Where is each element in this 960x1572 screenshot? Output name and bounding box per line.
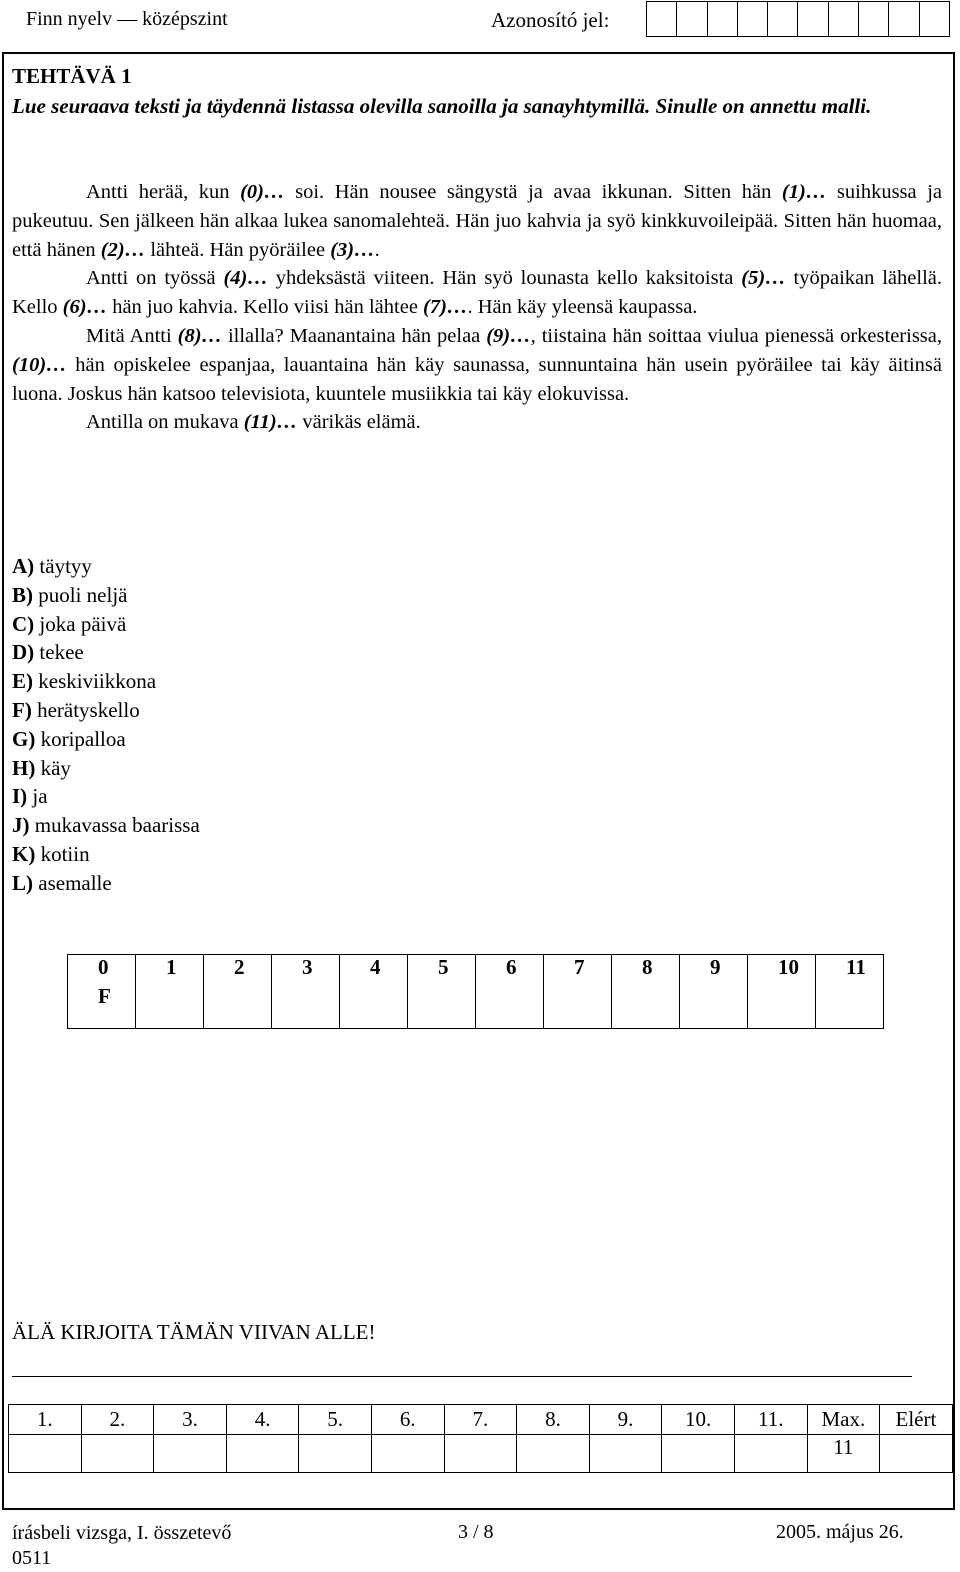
score-header-cell: 7. — [444, 1405, 517, 1435]
score-value-cell — [880, 1435, 953, 1473]
gap-marker: (6)… — [62, 296, 108, 319]
score-header-cell: 11. — [734, 1405, 807, 1435]
option-letter: K) — [12, 841, 36, 866]
answer-input-cell[interactable] — [272, 984, 340, 1029]
option-text: keskiviikkona — [33, 669, 157, 694]
text-segment: värikäs elämä. — [297, 411, 421, 434]
option-letter: I) — [12, 784, 28, 809]
answer-number-cell: 10 — [748, 955, 816, 984]
gap-marker: (11)… — [243, 411, 298, 434]
option-text: joka päivä — [34, 611, 127, 636]
answer-input-cell[interactable] — [748, 984, 816, 1029]
paragraph-3 — [12, 322, 942, 408]
score-header-cell: 3. — [154, 1405, 227, 1435]
option-letter: G) — [12, 726, 36, 751]
id-boxes — [646, 1, 950, 37]
option-item — [12, 610, 200, 639]
score-value-cell — [81, 1435, 154, 1473]
option-text: ja — [27, 784, 48, 809]
text-segment: lähteä. Hän pyöräilee — [145, 238, 331, 261]
answer-number-cell: 4 — [340, 955, 408, 984]
gap-marker: (7)… — [423, 296, 468, 319]
option-text: täytyy — [34, 554, 92, 578]
footer-code: 0511 — [12, 1547, 52, 1569]
text-segment: Antti on työssä — [86, 267, 224, 290]
answer-table — [67, 954, 884, 1029]
option-text: tekee — [34, 640, 84, 665]
text-segment: yhdeksästä viiteen. Hän syö lounasta kello kaksitoista — [267, 267, 742, 290]
score-value-cell — [589, 1435, 662, 1473]
option-letter: H) — [12, 755, 36, 780]
footer-date: 2005. május 26. — [776, 1521, 904, 1543]
option-letter: B) — [12, 582, 33, 607]
answer-input-cell[interactable] — [136, 984, 204, 1029]
text-segment: soi. Hän nousee sängystä ja avaa ikkunan. Sitten hän — [284, 181, 782, 203]
score-value-cell — [299, 1435, 372, 1473]
answer-input-cell[interactable] — [816, 984, 884, 1029]
option-item — [12, 667, 200, 696]
gap-marker: (0)… — [240, 181, 285, 203]
id-label: Azonosító jel: — [491, 8, 610, 32]
option-text: käy — [35, 755, 71, 780]
score-header-cell: 10. — [662, 1405, 735, 1435]
option-text: mukavassa baarissa — [29, 813, 200, 838]
option-item — [12, 869, 200, 898]
answer-input-cell[interactable] — [544, 984, 612, 1029]
answer-input-cell[interactable] — [408, 984, 476, 1029]
cut-line — [12, 1376, 912, 1377]
gap-marker: (2)… — [100, 238, 146, 261]
answer-number-cell: 6 — [476, 955, 544, 984]
option-text: kotiin — [35, 841, 90, 866]
answer-input-cell[interactable] — [340, 984, 408, 1029]
warning-text: ÄLÄ KIRJOITA TÄMÄN VIIVAN ALLE! — [12, 1320, 376, 1344]
option-item — [12, 840, 200, 869]
option-item — [12, 725, 200, 754]
gap-marker: (1)… — [781, 181, 827, 203]
option-text: puoli neljä — [33, 582, 128, 607]
answer-number-cell: 3 — [272, 955, 340, 984]
text-segment: hän juo kahvia. Kello viisi hän lähtee — [107, 296, 424, 319]
score-value-cell — [371, 1435, 444, 1473]
text-segment: . — [374, 238, 380, 261]
answer-input-cell[interactable]: F — [68, 984, 136, 1029]
gap-text — [12, 178, 942, 437]
answer-number-cell: 11 — [816, 955, 884, 984]
gap-marker: (8)… — [177, 324, 223, 347]
answer-number-cell: 8 — [612, 955, 680, 984]
answer-number-cell: 9 — [680, 955, 748, 984]
gap-marker: (9)… — [486, 324, 531, 347]
footer-exam: írásbeli vizsga, I. összetevő — [12, 1522, 232, 1544]
score-value-cell — [9, 1435, 82, 1473]
footer-left — [12, 1521, 231, 1571]
score-value-cell — [517, 1435, 590, 1473]
score-header-cell: 9. — [589, 1405, 662, 1435]
paragraph-2 — [12, 264, 942, 322]
option-letter: E) — [12, 669, 33, 694]
text-segment: Antti herää, kun — [86, 181, 241, 203]
score-header-cell: Elért — [880, 1405, 953, 1435]
gap-marker: (5)… — [741, 267, 786, 290]
option-item — [12, 581, 200, 610]
option-item — [12, 782, 200, 811]
score-value-cell — [662, 1435, 735, 1473]
gap-marker: (3)… — [330, 238, 375, 261]
text-segment: . Hän käy yleensä kaupassa. — [467, 296, 698, 319]
score-header-cell: 8. — [517, 1405, 590, 1435]
score-header-cell: 5. — [299, 1405, 372, 1435]
score-header-cell: Max. — [807, 1405, 880, 1435]
option-letter: A) — [12, 554, 35, 578]
option-item — [12, 811, 200, 840]
score-header-cell: 2. — [81, 1405, 154, 1435]
answer-input-cell[interactable] — [204, 984, 272, 1029]
task-title: TEHTÄVÄ 1 — [12, 64, 132, 88]
answer-number-cell: 1 — [136, 955, 204, 984]
answer-input-cell[interactable] — [680, 984, 748, 1029]
option-text: koripalloa — [35, 726, 126, 751]
page-number: 3 / 8 — [458, 1521, 494, 1543]
score-value-cell — [226, 1435, 299, 1473]
score-value-cell — [444, 1435, 517, 1473]
option-item — [12, 754, 200, 783]
subject-header: Finn nyelv — középszint — [26, 8, 228, 30]
paragraph-4 — [12, 408, 942, 437]
answer-number-cell: 0 — [68, 955, 136, 984]
option-item — [12, 638, 200, 667]
score-value-cell — [734, 1435, 807, 1473]
score-value-cell — [154, 1435, 227, 1473]
option-text: herätyskello — [31, 697, 140, 722]
score-value-cell: 11 — [807, 1435, 880, 1473]
option-item — [12, 552, 200, 581]
text-segment: työpaikan lähellä. Kello — [12, 267, 942, 319]
score-header-cell: 4. — [226, 1405, 299, 1435]
gap-marker: (10)… — [12, 353, 67, 376]
text-segment: , tiistaina hän soittaa viulua pienessä orkesterissa, — [530, 324, 942, 347]
task-instruction: Lue seuraava teksti ja täydennä listassa olevilla sanoilla ja sanayhtymillä. Sinulle on annettu malli. — [12, 94, 872, 118]
option-text: asemalle — [33, 870, 112, 895]
answer-number-cell: 5 — [408, 955, 476, 984]
paragraph-1 — [12, 178, 942, 264]
option-letter: D) — [12, 640, 35, 665]
text-segment: illalla? Maanantaina hän pelaa — [222, 324, 487, 347]
options-list — [12, 552, 200, 898]
text-segment: Antilla on mukava — [86, 411, 244, 434]
answer-input-cell[interactable] — [612, 984, 680, 1029]
option-item — [12, 696, 200, 725]
option-letter: L) — [12, 870, 33, 895]
answer-number-cell: 2 — [204, 955, 272, 984]
text-segment: hän opiskelee espanjaa, lauantaina hän käy saunassa, sunnuntaina hän usein pyöräilee tai käy äitinsä luona. Joskus hän katsoo televisiota, kuuntele musiikkia tai käy elokuvissa. — [12, 353, 942, 405]
score-header-cell: 6. — [371, 1405, 444, 1435]
option-letter: C) — [12, 611, 35, 636]
score-header-cell: 1. — [9, 1405, 82, 1435]
answer-number-cell: 7 — [544, 955, 612, 984]
text-segment: Mitä Antti — [86, 324, 178, 347]
gap-marker: (4)… — [223, 267, 268, 290]
text-segment: suihkussa ja pukeutuu. Sen jälkeen hän alkaa lukea sanomalehteä. Hän juo kahvia ja syö kinkkuvoileipää. Sitten hän huomaa, että hänen — [12, 181, 942, 261]
option-letter: F) — [12, 697, 32, 722]
score-table — [8, 1404, 953, 1473]
option-letter: J) — [12, 813, 30, 838]
answer-input-cell[interactable] — [476, 984, 544, 1029]
